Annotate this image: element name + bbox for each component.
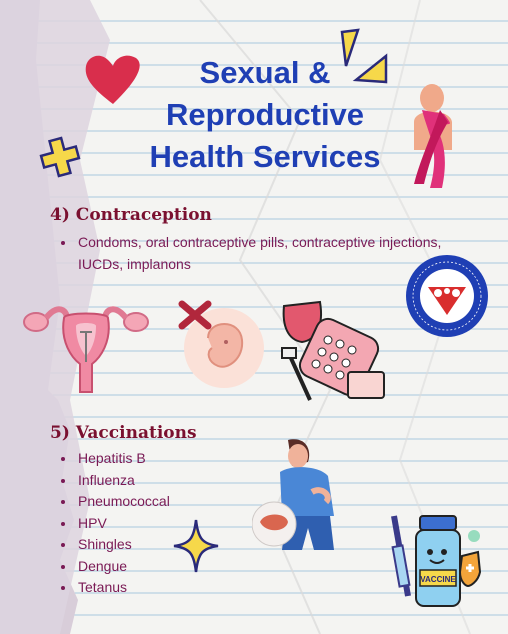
contraception-list bbox=[58, 232, 456, 275]
fetus-icon bbox=[178, 296, 268, 392]
contraception-heading: 4) Contraception bbox=[50, 205, 212, 225]
list-item: • Pneumococcal bbox=[76, 491, 170, 513]
uterus-icon bbox=[20, 292, 152, 396]
vaccine-label: VACCINE bbox=[420, 575, 456, 584]
title-line-1: Sexual & bbox=[199, 55, 331, 90]
sparkle-icon bbox=[172, 518, 220, 574]
vaccinations-list bbox=[58, 448, 170, 599]
vaccinations-heading: 5) Vaccinations bbox=[50, 423, 197, 443]
list-item: • Hepatitis B bbox=[76, 448, 170, 470]
page-title bbox=[100, 52, 430, 178]
plus-sparkle-icon bbox=[38, 135, 82, 179]
title-line-2: Reproductive bbox=[165, 97, 365, 132]
vaccine-bottle-icon bbox=[382, 506, 486, 614]
title-line-3: Health Services bbox=[149, 139, 381, 174]
list-item: • Condoms, oral contraceptive pills, contraceptive injections, IUCDs, implanons bbox=[76, 232, 456, 275]
list-item: • Shingles bbox=[76, 534, 170, 556]
contraceptives-icon bbox=[276, 296, 388, 408]
list-item: • Tetanus bbox=[76, 577, 170, 599]
liver-patient-icon bbox=[252, 436, 364, 552]
organization-logo bbox=[404, 253, 490, 339]
list-item: • Influenza bbox=[76, 470, 170, 492]
list-item: • HPV bbox=[76, 513, 170, 535]
list-item: • Dengue bbox=[76, 556, 170, 578]
